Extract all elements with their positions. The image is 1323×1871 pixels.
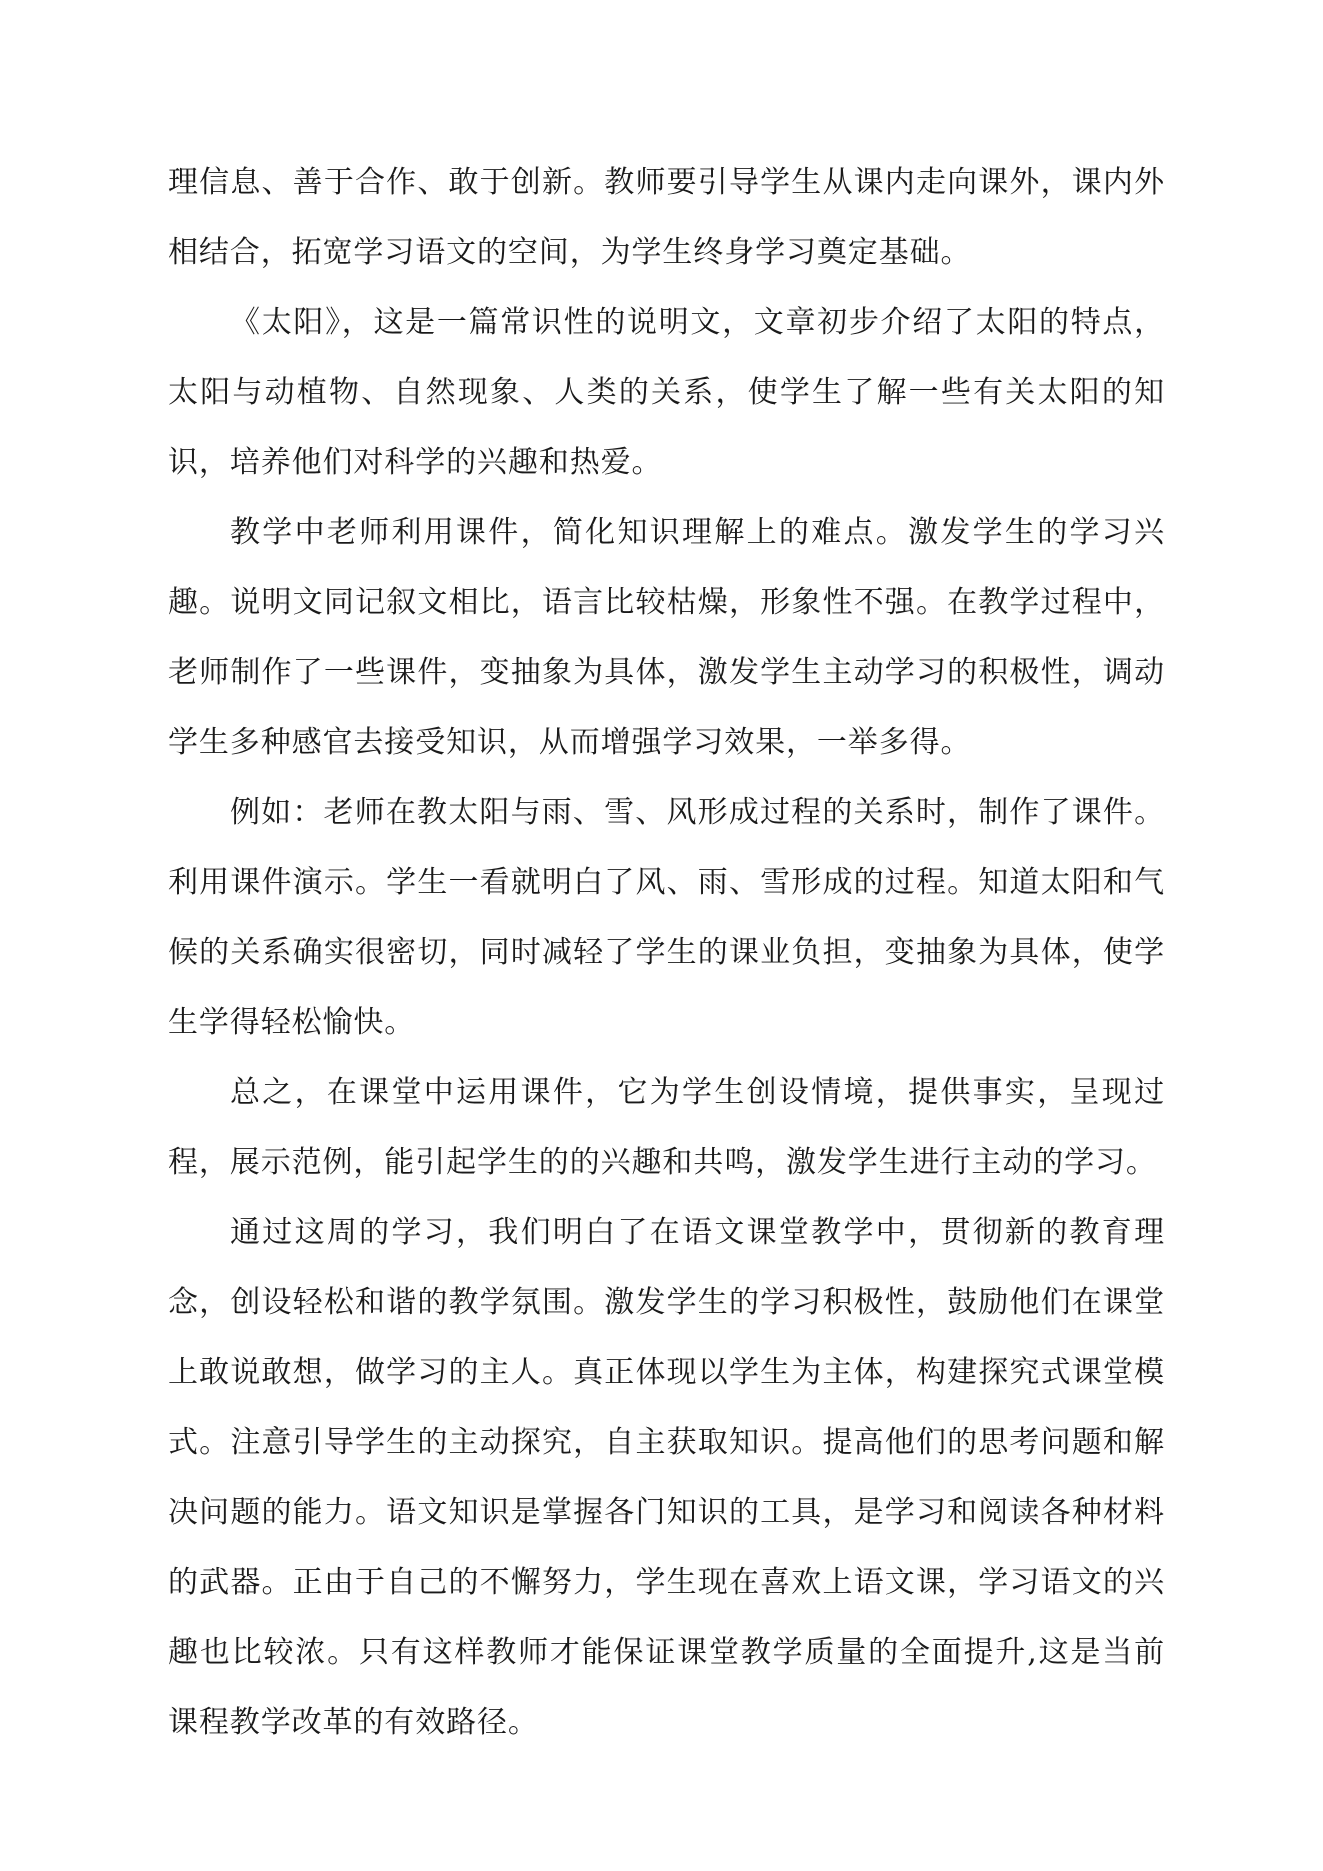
paragraph-2: 《太阳》，这是一篇常识性的说明文，文章初步介绍了太阳的特点，太阳与动植物、自然现象、人类的关系，使学生了解一些有关太阳的知识，培养他们对科学的兴趣和热爱。	[168, 305, 1165, 480]
paragraph-3: 教学中老师利用课件，简化知识理解上的难点。激发学生的学习兴趣。说明文同记叙文相比，语言比较枯燥，形象性不强。在教学过程中，老师制作了一些课件，变抽象为具体，激发学生主动学习的积极性，调动学生多种感官去接受知识，从而增强学习效果，一举多得。	[168, 515, 1165, 760]
paragraph-5: 总之，在课堂中运用课件，它为学生创设情境，提供事实，呈现过程，展示范例，能引起学生的的兴趣和共鸣，激发学生进行主动的学习。	[168, 1075, 1165, 1180]
document-body	[168, 148, 1165, 1758]
paragraph-6: 通过这周的学习，我们明白了在语文课堂教学中，贯彻新的教育理念，创设轻松和谐的教学氛围。激发学生的学习积极性，鼓励他们在课堂上敢说敢想，做学习的主人。真正体现以学生为主体，构建探究式课堂模式。注意引导学生的主动探究，自主获取知识。提高他们的思考问题和解决问题的能力。语文知识是掌握各门知识的工具，是学习和阅读各种材料的武器。正由于自己的不懈努力，学生现在喜欢上语文课，学习语文的兴趣也比较浓。只有这样教师才能保证课堂教学质量的全面提升,这是当前课程教学改革的有效路径。	[168, 1215, 1165, 1740]
paragraph-4: 例如：老师在教太阳与雨、雪、风形成过程的关系时，制作了课件。利用课件演示。学生一看就明白了风、雨、雪形成的过程。知道太阳和气候的关系确实很密切，同时减轻了学生的课业负担，变抽象为具体，使学生学得轻松愉快。	[168, 795, 1165, 1040]
paragraph-1: 理信息、善于合作、敢于创新。教师要引导学生从课内走向课外，课内外相结合，拓宽学习语文的空间，为学生终身学习奠定基础。	[168, 165, 1165, 270]
